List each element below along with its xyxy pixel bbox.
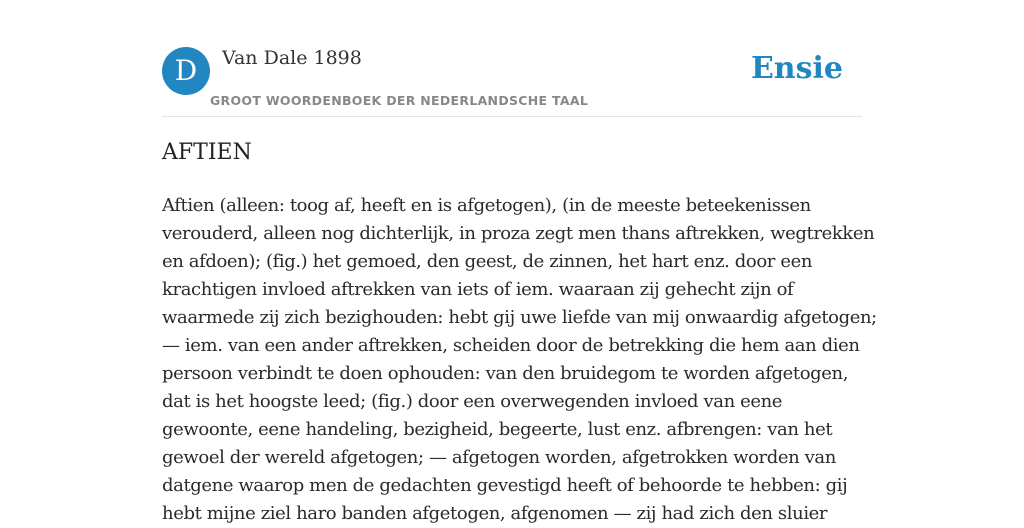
entry-definition (162, 192, 877, 528)
source-logo[interactable]: D (162, 47, 210, 95)
definition-line: gewoonte, eene handeling, bezigheid, begeerte, lust enz. afbrengen: van het (162, 419, 833, 440)
definition-line: en afdoen); (fig.) het gemoed, den geest, de zinnen, het hart enz. door een (162, 251, 813, 272)
definition-line: hebt mijne ziel haro banden afgetogen, afgenomen — zij had zich den sluier (162, 503, 828, 524)
definition-line: datgene waarop men de gedachten gevestigd heeft of behoorde te hebben: gij (162, 475, 848, 496)
definition-line: Aftien (alleen: toog af, heeft en is afgetogen), (in de meeste beteekenissen (162, 195, 811, 216)
definition-line: persoon verbindt te doen ophouden: van den bruidegom te worden afgetogen, (162, 363, 849, 384)
definition-line: verouderd, alleen nog dichterlijk, in proza zegt men thans aftrekken, wegtrekken (162, 223, 875, 244)
definition-line: waarmede zij zich bezighouden: hebt gij uwe liefde van mij onwaardig afgetogen; (162, 307, 877, 328)
brand-logo-link[interactable]: Ensie (750, 51, 843, 86)
entry-title: AFTIEN (162, 140, 252, 165)
definition-line: gewoel der wereld afgetogen; — afgetogen worden, afgetrokken worden van (162, 447, 836, 468)
source-subtitle: GROOT WOORDENBOEK DER NEDERLANDSCHE TAAL (210, 93, 589, 108)
definition-line: — iem. van een ander aftrekken, scheiden door de betrekking die hem aan dien (162, 335, 860, 356)
source-title[interactable]: Van Dale 1898 (222, 47, 362, 69)
source-header (162, 46, 862, 117)
definition-line: krachtigen invloed aftrekken van iets of iem. waaraan zij gehecht zijn of (162, 279, 794, 300)
definition-line: dat is het hoogste leed; (fig.) door een overwegenden invloed van eene (162, 391, 783, 412)
